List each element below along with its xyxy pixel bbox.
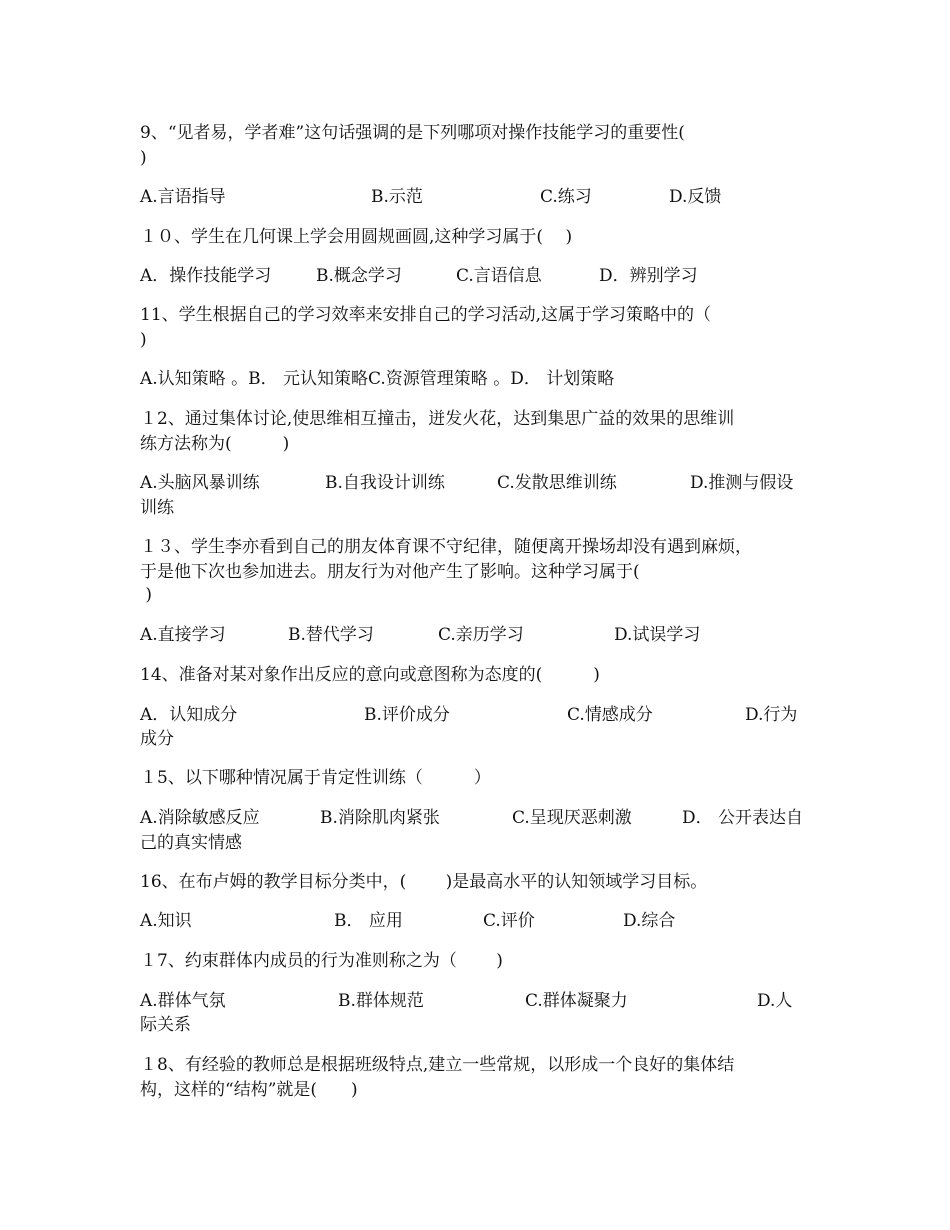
question-14-stem-line-1: 14、准备对某对象作出反应的意向或意图称为态度的( ) bbox=[140, 665, 600, 685]
question-10-option-b: B.概念学习 bbox=[316, 266, 402, 286]
question-10-stem-line-1: １０、学生在几何课上学会用圆规画圆,这种学习属于( ) bbox=[140, 227, 573, 247]
question-16-stem-line-1: 16、在布卢姆的教学目标分类中，( )是最高水平的认知领域学习目标。 bbox=[140, 872, 708, 892]
question-9-option-c: C.练习 bbox=[540, 187, 592, 207]
question-15-option-c: C.呈现厌恶刺激 bbox=[512, 808, 632, 828]
question-12-stem-line-2: 练方法称为( ) bbox=[140, 434, 290, 454]
question-13-option-c: C.亲历学习 bbox=[438, 625, 524, 645]
question-16-option-a: A.知识 bbox=[140, 911, 192, 931]
question-17-option-d-wrap: 际关系 bbox=[140, 1015, 191, 1035]
question-12-option-a: A.头脑风暴训练 bbox=[140, 473, 260, 493]
question-15-stem-line-1: １5、以下哪种情况属于肯定性训练（ ） bbox=[140, 768, 491, 788]
question-11-stem-line-1: 11、学生根据自己的学习效率来安排自己的学习活动,这属于学习策略中的（ bbox=[140, 305, 712, 325]
question-13-stem-line-2: 于是他下次也参加进去。朋友行为对他产生了影响。这种学习属于( bbox=[140, 562, 640, 582]
question-17-option-c: C.群体凝聚力 bbox=[525, 991, 628, 1011]
question-16-option-d: D.综合 bbox=[623, 911, 676, 931]
question-11-options: A.认知策略 。B． 元认知策略C.资源管理策略 。D． 计划策略 bbox=[140, 369, 615, 389]
question-13-stem-line-3: ) bbox=[140, 585, 153, 605]
question-15-option-b: B.消除肌肉紧张 bbox=[320, 808, 440, 828]
question-10-option-d: D．辨别学习 bbox=[599, 266, 698, 286]
question-10-option-c: C.言语信息 bbox=[456, 266, 542, 286]
question-13-option-a: A.直接学习 bbox=[140, 625, 226, 645]
question-15-option-a: A.消除敏感反应 bbox=[140, 808, 260, 828]
question-13-option-d: D.试误学习 bbox=[614, 625, 701, 645]
question-9-option-a: A.言语指导 bbox=[140, 187, 226, 207]
question-15-option-d: D． 公开表达自 bbox=[682, 808, 804, 828]
question-9-stem-line-1: 9、“见者易，学者难”这句话强调的是下列哪项对操作技能学习的重要性( bbox=[140, 123, 685, 143]
question-18-stem-line-2: 构，这样的“结构”就是( ) bbox=[140, 1080, 358, 1100]
question-12-option-b: B.自我设计训练 bbox=[325, 473, 445, 493]
question-17-option-b: B.群体规范 bbox=[338, 991, 424, 1011]
question-11-stem-line-2: ) bbox=[140, 330, 147, 350]
question-13-option-b: B.替代学习 bbox=[288, 625, 374, 645]
question-12-option-d: D.推测与假设 bbox=[690, 473, 794, 493]
question-12-option-c: C.发散思维训练 bbox=[497, 473, 617, 493]
question-14-option-d: D.行为 bbox=[745, 705, 798, 725]
question-18-stem-line-1: １8、有经验的教师总是根据班级特点,建立一些常规，以形成一个良好的集体结 bbox=[140, 1055, 735, 1075]
question-17-stem-line-1: １7、约束群体内成员的行为准则称之为（ ) bbox=[140, 951, 503, 971]
question-10-option-a: A．操作技能学习 bbox=[140, 266, 272, 286]
question-13-stem-line-1: １３、学生李亦看到自己的朋友体育课不守纪律，随便离开操场却没有遇到麻烦， bbox=[140, 537, 752, 557]
question-9-stem-line-2: ) bbox=[140, 148, 147, 168]
question-9-option-b: B.示范 bbox=[371, 187, 423, 207]
question-15-option-d-wrap: 己的真实情感 bbox=[140, 833, 242, 853]
question-16-option-b: B． 应用 bbox=[334, 911, 403, 931]
question-17-option-a: A.群体气氛 bbox=[140, 991, 226, 1011]
question-17-option-d: D.人 bbox=[757, 991, 793, 1011]
question-14-option-d-wrap: 成分 bbox=[140, 729, 174, 749]
question-9-option-d: D.反馈 bbox=[669, 187, 722, 207]
question-14-option-b: B.评价成分 bbox=[364, 705, 450, 725]
question-12-stem-line-1: １2、通过集体讨论,使思维相互撞击，迸发火花，达到集思广益的效果的思维训 bbox=[140, 409, 735, 429]
question-12-option-d-wrap: 训练 bbox=[140, 498, 174, 518]
question-16-option-c: C.评价 bbox=[483, 911, 535, 931]
question-14-option-c: C.情感成分 bbox=[567, 705, 653, 725]
question-14-option-a: A．认知成分 bbox=[140, 705, 238, 725]
